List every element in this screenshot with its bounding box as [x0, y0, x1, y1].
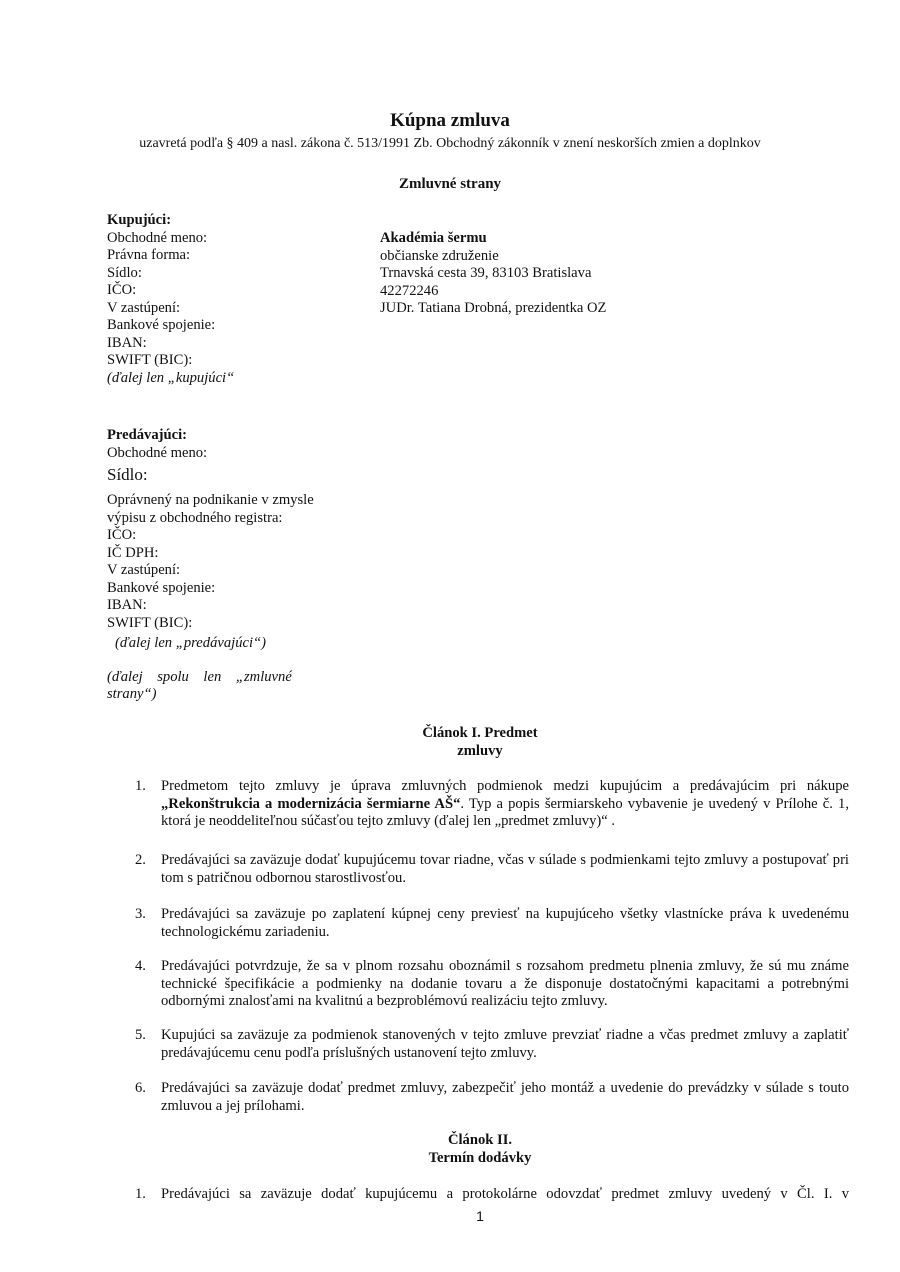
buyer-form-value: občianske združenie [380, 247, 499, 264]
buyer-ico-label: IČO: [107, 282, 137, 298]
buyer-name-value: Akadémia šermu [380, 230, 487, 246]
item-text: Predávajúci sa zaväzuje dodať kupujúcemu a protokolárne odovzdať predmet zmluvy uvedený v Čl. I. v [161, 1186, 849, 1202]
item-number: 3. [135, 906, 146, 922]
buyer-block [107, 212, 234, 387]
item-text: Kupujúci sa zaväzuje za podmienok stanovených v tejto zmluve prevziať riadne a včas predmet zmluvy a zaplatiť predávajúcemu cenu podľa príslušných ustanovení tejto zmluvy. [161, 1027, 849, 1061]
seller-iban-label: IBAN: [107, 597, 147, 613]
buyer-ico-value: 42272246 [380, 282, 439, 299]
item-number: 5. [135, 1027, 146, 1043]
item-text: Predmetom tejto zmluvy je úprava zmluvných podmienok medzi kupujúcim a predávajúcim pri nákupe „Rekonštrukcia a modernizácia šermiarne AŠ“. Typ a popis šermiarskeho vybavenie je uvedený v Prílohe č. 1, ktorá je neoddeliteľnou súčasťou tejto zmluvy (ďalej len „predmet zmluvy)“ . [161, 778, 849, 829]
together-note-line1: (ďalej spolu len „zmluvné [107, 668, 292, 685]
buyer-bank-label: Bankové spojenie: [107, 317, 216, 333]
buyer-name-label: Obchodné meno: [107, 229, 208, 246]
seller-seat-label: Sídlo: [107, 465, 148, 484]
item-text: Predávajúci potvrdzuje, že sa v plnom rozsahu oboznámil s rozsahom predmetu plnenia zmluvy, že sú mu známe technické špecifikácie a podmienky na dodanie tovaru a že disponuje dostatočnými kapacitami a potrebnými odbornými znalosťami na kvalitnú a bezproblémovú realizáciu tejto zmluvy. [161, 958, 849, 1009]
seller-rep-label: V zastúpení: [107, 562, 181, 578]
together-note-line2: strany“) [107, 686, 157, 702]
buyer-swift-label: SWIFT (BIC): [107, 352, 193, 368]
seller-bank-label: Bankové spojenie: [107, 579, 216, 596]
buyer-iban-label: IBAN: [107, 334, 147, 351]
buyer-seat-label: Sídlo: [107, 264, 142, 281]
item-text: Predávajúci sa zaväzuje dodať predmet zmluvy, zabezpečiť jeho montáž a uvedenie do prevádzky v súlade s touto zmluvou a jej prílohami. [161, 1080, 849, 1114]
buyer-values [380, 230, 606, 318]
seller-note: (ďalej len „predávajúci“) [115, 635, 267, 651]
seller-ico-label: IČO: [107, 527, 137, 543]
seller-authorized-line1: Oprávnený na podnikanie v zmysle [107, 492, 314, 508]
buyer-rep-value: JUDr. Tatiana Drobná, prezidentka OZ [380, 300, 607, 316]
seller-name-label: Obchodné meno: [107, 444, 208, 461]
article2-heading-line2: Termín dodávky [428, 1150, 532, 1166]
item-number: 6. [135, 1080, 146, 1096]
seller-swift-label: SWIFT (BIC): [107, 614, 193, 631]
buyer-rep-label: V zastúpení: [107, 299, 181, 316]
item-text: Predávajúci sa zaväzuje po zaplatení kúpnej ceny previesť na kupujúceho všetky vlastnícke práva k uvedenému technologickému zariadeniu. [161, 906, 849, 940]
seller-icdph-label: IČ DPH: [107, 544, 159, 561]
item-text: Predávajúci sa zaväzuje dodať kupujúcemu tovar riadne, včas v súlade s podmienkami tejto zmluvy a postupovať pri tom s patričnou odbornou starostlivosťou. [161, 852, 849, 886]
seller-heading: Predávajúci: [107, 427, 187, 443]
item-number: 4. [135, 958, 146, 974]
item-number: 1. [135, 1186, 146, 1202]
article1-heading-line1: Článok I. Predmet [422, 725, 538, 741]
seller-authorized-line2: výpisu z obchodného registra: [107, 509, 283, 526]
document-title: Kúpna zmluva [390, 110, 510, 131]
document-subtitle: uzavretá podľa § 409 a nasl. zákona č. 513/1991 Zb. Obchodný zákonník v znení neskorších zmien a doplnkov [139, 136, 761, 151]
page-number: 1 [476, 1208, 484, 1224]
buyer-form-label: Právna forma: [107, 247, 191, 263]
buyer-note: (ďalej len „kupujúci“ [107, 369, 235, 386]
article2-heading-line1: Článok II. [447, 1132, 513, 1148]
item-bold-text: „Rekonštrukcia a modernizácia šermiarne AŠ“ [161, 795, 461, 812]
article1-heading-line2: zmluvy [457, 743, 503, 759]
parties-heading: Zmluvné strany [398, 176, 502, 192]
item-number: 2. [135, 852, 146, 868]
buyer-heading: Kupujúci: [107, 212, 172, 228]
buyer-seat-value: Trnavská cesta 39, 83103 Bratislava [380, 265, 592, 281]
item-number: 1. [135, 778, 146, 794]
seller-block [107, 427, 314, 704]
